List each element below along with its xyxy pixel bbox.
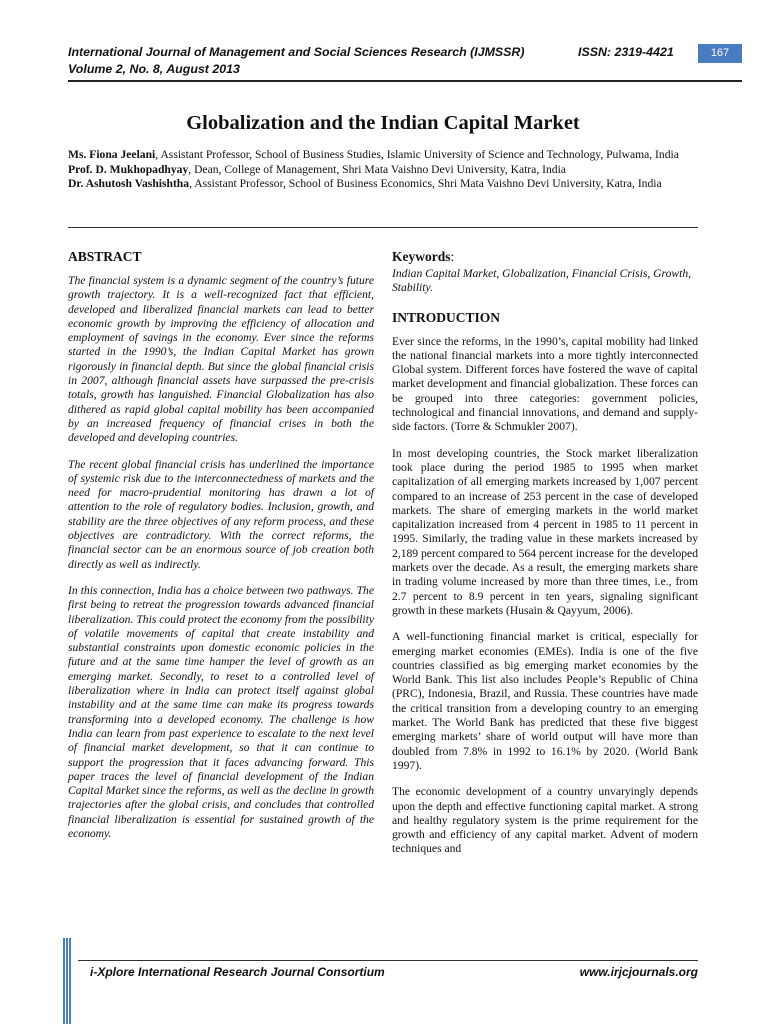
abstract-paragraph: The recent global financial crisis has underlined the importance of systemic risk due to the interconnectedness of markets and the need for macro-prudential monitoring has drawn a lot of attention to the role of regulatory bodies. Inclusion, growth, and stability are the three objectives of any reform process, and these objectives are contradictory. With the correct reforms, the financial sector can be an enormous source of job creation both directly as well as indirectly.: [68, 457, 374, 571]
keywords-colon: :: [450, 249, 455, 264]
footer-website: www.irjcjournals.org: [579, 965, 698, 979]
author-affiliation: , Assistant Professor, School of Business Studies, Islamic University of Science and Technology, Pulwama, India: [155, 148, 679, 161]
author-affiliation: , Dean, College of Management, Shri Mata Vaishno Devi University, Katra, India: [188, 162, 566, 176]
author-3: [68, 177, 698, 192]
paper-title: Globalization and the Indian Capital Market: [186, 112, 580, 134]
author-2: [68, 163, 698, 178]
header-rule: [68, 80, 742, 82]
journal-header: [68, 44, 688, 60]
right-column: [392, 248, 698, 869]
keywords-heading: [392, 248, 698, 265]
abstract-paragraph: The financial system is a dynamic segment of the country’s future growth trajectory. It is a well-recognized fact that efficient, developed and liberalized financial markets can lead to better economic growth by improving the efficiency of allocation and employment of savings in the economy. Ever since the reforms started in the 1990’s, the Indian Capital Market has grown rigorously in financial depth. But since the global financial crisis in 2007, although financial assets have surpassed the pre-crisis totals, growth has languished. Financial Globalization has also dithered as rapid global capital mobility has been accompanied by an increased frequency of financial crises in both the developed and developing countries.: [68, 274, 374, 445]
section-rule: [68, 227, 698, 228]
page-number-badge: 167: [698, 44, 742, 63]
intro-paragraph: A well-functioning financial market is critical, especially for emerging market economies (EMEs). India is one of the five countries classified as big emerging market economies by the World Bank. This list also includes People’s Republic of China (PRC), Indonesia, Brazil, and Russia. These countries have made the critical transition from a developing country to an emerging market. The World Bank has predicted that these five biggest emerging markets’ share of world output will have more than doubled from 7.8% in 1992 to 16.1% by 2020. (World Bank 1997).: [392, 630, 698, 772]
footer-consortium: i-Xplore International Research Journal Consortium: [90, 965, 385, 979]
volume-info: Volume 2, No. 8, August 2013: [68, 62, 240, 76]
author-1: [68, 148, 698, 163]
left-column: [68, 248, 374, 853]
keywords-text: Indian Capital Market, Globalization, Financial Crisis, Growth, Stability.: [392, 267, 692, 295]
intro-paragraph: The economic development of a country unvaryingly depends upon the depth and effective functioning capital market. A strong and healthy regulatory system is the prime requirement for the growth and efficiency of any capital market. Advent of modern techniques and: [392, 785, 698, 856]
journal-name: International Journal of Management and Social Sciences Research (IJMSSR): [68, 45, 525, 59]
author-name: Prof. D. Mukhopadhyay: [68, 162, 189, 176]
footer-decorative-bars: [63, 938, 72, 1024]
intro-paragraph: In most developing countries, the Stock market liberalization took place during the period 1985 to 1995 when market capitalization of all emerging markets increased by 1,007 percent compared to an increase of 253 percent in the case of developed markets. The share of emerging markets in the world market capitalization increased from 4 percent in 1985 to 11 percent in 1995. Similarly, the trading value in these markets increased by 2,189 percent compared to 564 percent increase for the developed markets over the decade. As a result, the emerging markets share in trading volume increased by more than three times, i.e., from 2.7 percent to 8.9 percent in ten years, signaling significant growth in these markets (Husain & Qayyum, 2006).: [392, 446, 698, 617]
intro-paragraph: Ever since the reforms, in the 1990’s, capital mobility had linked the national financial markets into a more tightly interconnected Global system. Different forces have fostered the wave of capital market development and financial globalization. These forces can be grouped into three categories: government policies, technological and financial innovations, and demand and supply-side factors. (Torre & Schmukler 2007).: [392, 334, 698, 434]
abstract-heading: ABSTRACT: [68, 249, 142, 264]
author-name: Ms. Fiona Jeelani: [68, 148, 156, 161]
introduction-heading: INTRODUCTION: [392, 309, 501, 325]
abstract-paragraph: In this connection, India has a choice between two pathways. The first being to retreat the progression towards advanced financial liberalization. This could protect the economy from the possibility of volatile movements of capital that create instability and substantial constraints upon domestic economic policies in the future and at the same time hamper the level of growth as an emerging market. Secondly, to reset to a controlled level of liberalization where in India can protect itself against global instability and at the same time can make its progress towards transforming into a developed economy. The challenge is how India can learn from past experience to escalate to the next level of financial market development, so that it can continue to support the progression that it faces advancing forward. This paper traces the level of financial development of the Indian Capital Market since the reforms, as well as the decline in growth trajectories after the global crisis, and concludes that controlled financial liberalization is essential for sustained growth of the economy.: [68, 583, 374, 840]
author-block: [68, 148, 698, 192]
footer-rule: [78, 960, 698, 961]
issn: ISSN: 2319-4421: [578, 45, 674, 59]
author-name: Dr. Ashutosh Vashishtha: [68, 177, 190, 190]
keywords-label: Keywords: [392, 249, 451, 264]
author-affiliation: , Assistant Professor, School of Business Economics, Shri Mata Vaishno Devi University, Katra, India: [189, 177, 662, 190]
